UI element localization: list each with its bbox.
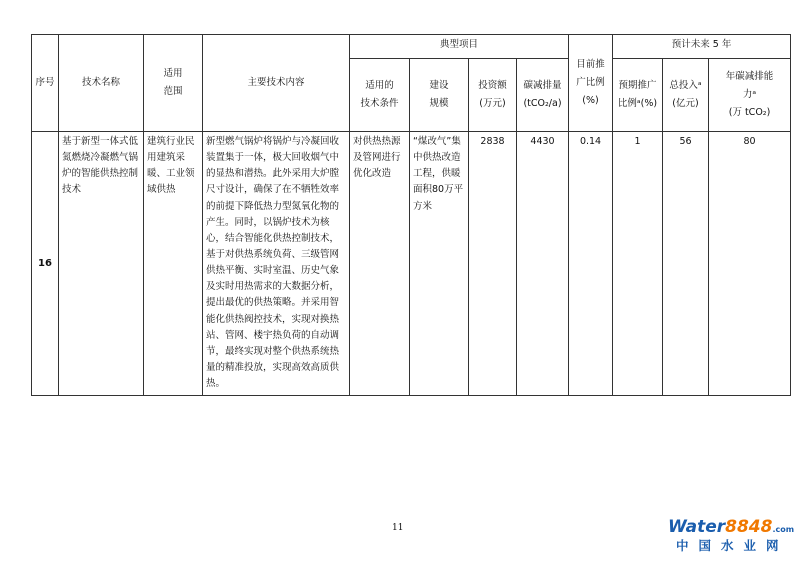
watermark-chinese-name: 中国水业网 bbox=[676, 538, 789, 553]
row-expected-ratio: 1 bbox=[613, 132, 663, 396]
row-total-investment: 56 bbox=[663, 132, 709, 396]
row-scale: “煤改气”集中供热改造工程，供暖面积80万平方米 bbox=[410, 132, 469, 396]
watermark-logo-text: Water8848.com bbox=[668, 517, 795, 537]
header-expected-ratio: 预期推广 比例ᵃ(%) bbox=[613, 59, 663, 132]
technology-table bbox=[31, 34, 791, 396]
header-reduction: 碳减排量 (tCO₂/a) bbox=[517, 59, 569, 132]
header-conditions: 适用的 技术条件 bbox=[350, 59, 410, 132]
row-index: 16 bbox=[32, 132, 59, 396]
page-number: 11 bbox=[392, 523, 404, 533]
header-investment: 投资额 (万元) bbox=[469, 59, 517, 132]
row-current-ratio: 0.14 bbox=[569, 132, 613, 396]
header-annual-reduction: 年碳减排能 力ᵃ (万 tCO₂) bbox=[709, 59, 791, 132]
row-reduction: 4430 bbox=[517, 132, 569, 396]
header-tech-name: 技术名称 bbox=[59, 35, 144, 132]
row-main-content: 新型燃气锅炉将锅炉与冷凝回收装置集于一体，极大回收烟气中的显热和潜热。此外采用大炉膛尺寸设计，确保了在不牺牲效率的前提下降低热力型氮氧化物的产生。同时，以锅炉技术为核心，结合智能化供热控制技术，基于对供热系统负荷、三级管网供热平衡、实时室温、历史气象及实时用热需求的大数据分析，提出最优的供热策略。并采用智能化供热阀控技术，实现对换热站、管网、楼宇热负荷的自动调节，最终实现对整个供热系统热量的精准投放，实现高效高质供热。 bbox=[203, 132, 350, 396]
header-forecast: 预计未来 5 年 bbox=[613, 35, 791, 59]
header-scale: 建设 规模 bbox=[410, 59, 469, 132]
header-main-content: 主要技术内容 bbox=[203, 35, 350, 132]
table-row bbox=[32, 132, 791, 396]
header-seq: 序号 bbox=[32, 35, 59, 132]
header-typical-project: 典型项目 bbox=[350, 35, 569, 59]
header-total-investment: 总投入ᵃ (亿元) bbox=[663, 59, 709, 132]
row-tech-name: 基于新型一体式低氮燃烧冷凝燃气锅炉的智能供热控制技术 bbox=[59, 132, 144, 396]
row-annual-reduction: 80 bbox=[709, 132, 791, 396]
row-conditions: 对供热热源及管网进行优化改造 bbox=[350, 132, 410, 396]
site-watermark bbox=[668, 517, 796, 561]
row-scope: 建筑行业民用建筑采暖、工业领域供热 bbox=[144, 132, 203, 396]
header-current-ratio: 目前推 广比例 (%) bbox=[569, 35, 613, 132]
row-investment: 2838 bbox=[469, 132, 517, 396]
header-scope: 适用 范围 bbox=[144, 35, 203, 132]
